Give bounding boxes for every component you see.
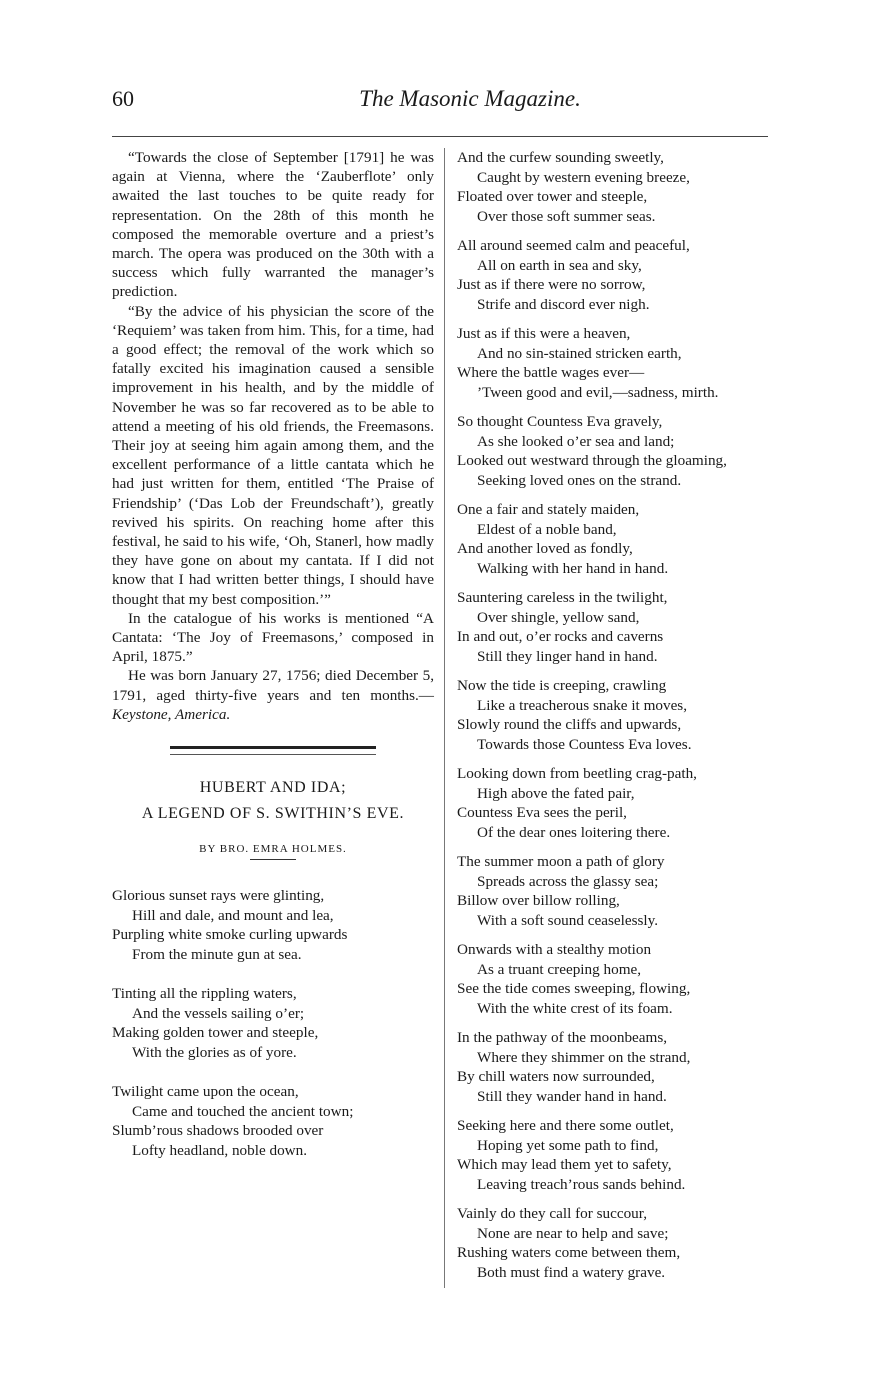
poem-line: Making golden tower and steeple, [112, 1024, 319, 1042]
poem-title [112, 775, 434, 827]
poem-line: Looked out westward through the gloaming, [457, 452, 727, 469]
poem-stanza [457, 940, 787, 1018]
article-prose [112, 148, 434, 724]
poem-stanza [457, 1116, 787, 1194]
poem-line: Walking with her hand in hand. [477, 559, 669, 577]
prose-paragraph: In the catalogue of his works is mentioned “A Cantata: ‘The Joy of Freemasons,’ composed in April, 1875.” [112, 609, 434, 666]
poem-line: From the minute gun at sea. [132, 945, 302, 963]
journal-title: The Masonic Magazine. [359, 86, 581, 111]
poem-line: Eldest of a noble band, [477, 520, 617, 538]
poem-line: Which may lead them yet to safety, [457, 1156, 672, 1173]
poem-line: With the white crest of its foam. [477, 999, 673, 1017]
poem-line: Looking down from beetling crag-path, [457, 765, 697, 782]
poem-line: And no sin-stained stricken earth, [477, 344, 682, 362]
poem-line: The summer moon a path of glory [457, 853, 665, 870]
poem-line: As she looked o’er sea and land; [477, 432, 675, 450]
poem-line: Floated over tower and steeple, [457, 188, 648, 205]
poem-line: Glorious sunset rays were glinting, [112, 887, 325, 905]
poem-left-stanzas [112, 886, 434, 1160]
header-rule [112, 136, 768, 137]
poem-stanza [457, 676, 787, 754]
left-column [112, 148, 434, 1160]
poem-line: Rushing waters come between them, [457, 1244, 681, 1261]
poem-stanza [112, 1082, 434, 1160]
poem-line: As a truant creeping home, [477, 960, 642, 978]
poem-line: Twilight came upon the ocean, [112, 1083, 299, 1101]
poem-line: All on earth in sea and sky, [477, 256, 642, 274]
poem-stanza [112, 984, 434, 1062]
poem-line: Where the battle wages ever— [457, 364, 645, 381]
poem-title-line: HUBERT AND IDA; [199, 779, 347, 797]
poem-line: Just as if this were a heaven, [457, 325, 631, 342]
poem-line: Countess Eva sees the peril, [457, 804, 627, 821]
right-column [457, 148, 787, 1282]
poem-line: Of the dear ones loitering there. [477, 823, 671, 841]
poem-line: And another loved as fondly, [457, 540, 633, 557]
poem-line: And the curfew sounding sweetly, [457, 149, 664, 166]
poem-line: Tinting all the rippling waters, [112, 985, 297, 1003]
column-divider [444, 148, 445, 1288]
poem-line: Vainly do they call for succour, [457, 1205, 648, 1222]
poem-line: Over those soft summer seas. [477, 207, 656, 225]
closing-paragraph [112, 666, 434, 724]
section-ornament-rule [170, 746, 376, 755]
poem-stanza [457, 236, 787, 314]
poem-stanza [457, 148, 787, 226]
poem-line: One a fair and stately maiden, [457, 501, 640, 518]
poem-stanza [457, 1028, 787, 1106]
poem-line: High above the fated pair, [477, 784, 635, 802]
poem-line: Slumb’rous shadows brooded over [112, 1122, 324, 1140]
page-header [112, 86, 768, 126]
poem-line: Billow over billow rolling, [457, 892, 620, 909]
poem-line: Hill and dale, and mount and lea, [132, 906, 334, 924]
poem-stanza [457, 412, 787, 490]
poem-line: Like a treacherous snake it moves, [477, 696, 688, 714]
poem-line: So thought Countess Eva gravely, [457, 413, 663, 430]
poem-line: Strife and discord ever nigh. [477, 295, 650, 313]
poem-line: Over shingle, yellow sand, [477, 608, 640, 626]
poem-stanza [457, 1204, 787, 1282]
poem-line: In the pathway of the moonbeams, [457, 1029, 668, 1046]
page-number: 60 [112, 86, 134, 111]
poem-line: Both must find a watery grave. [477, 1263, 666, 1281]
poem-line: Towards those Countess Eva loves. [477, 735, 692, 753]
byline-rule [250, 859, 296, 860]
poem-line: With the glories as of yore. [132, 1043, 297, 1061]
poem-line: Leaving treach’rous sands behind. [477, 1175, 686, 1193]
poem-line: Still they wander hand in hand. [477, 1087, 667, 1105]
poem-line: Still they linger hand in hand. [477, 647, 658, 665]
poem-line: And the vessels sailing o’er; [132, 1004, 305, 1022]
poem-line: Now the tide is creeping, crawling [457, 677, 667, 694]
poem-line: Seeking here and there some outlet, [457, 1117, 674, 1134]
poem-line: Spreads across the glassy sea; [477, 872, 659, 890]
poem-stanza [112, 886, 434, 964]
poem-line: With a soft sound ceaselessly. [477, 911, 659, 929]
poem-line: Seeking loved ones on the strand. [477, 471, 682, 489]
prose-paragraph: “Towards the close of September [1791] he was again at Vienna, where the ‘Zauberflote’ only awaited the last touches to be quite ready for representation. On the 28th of this month he composed the memorable overture and a priest’s march. The opera was produced on the 30th with a success which fully warranted the manager’s prediction. [112, 149, 434, 301]
poem-stanza [457, 324, 787, 402]
poem-line: All around seemed calm and peaceful, [457, 237, 690, 254]
poem-line: In and out, o’er rocks and caverns [457, 628, 664, 645]
poem-line: ’Tween good and evil,—sadness, mirth. [477, 383, 719, 401]
poem-line: Caught by western evening breeze, [477, 168, 690, 186]
poem-stanza [457, 500, 787, 578]
poem-line: See the tide comes sweeping, flowing, [457, 980, 691, 997]
poem-line: Slowly round the cliffs and upwards, [457, 716, 682, 733]
poem-title-line: A LEGEND OF S. SWITHIN’S EVE. [141, 805, 405, 823]
poem-line: Onwards with a stealthy motion [457, 941, 652, 958]
prose-paragraph: “By the advice of his physician the score of the ‘Requiem’ was taken from him. This, for a time, had a good effect; the removal of the work which so fatally excited his imagination caused a sensible improvement in his health, and by the middle of November he was so far recovered as to be able to attend a meeting of his old friends, the Freemasons. Their joy at seeing him again among them, and the excellent performance of a little cantata which he had just written for them, entitled ‘The Praise of Friendship’ (‘Das Lob der Freundschaft’), greatly revived his spirits. On reaching home after this festival, he said to his wife, ‘Oh, Stanerl, how madly they have gone on about my cantata. If I did not know that I had written better things, I should have thought that my best composition.’” [112, 302, 434, 608]
poem-line: Just as if there were no sorrow, [457, 276, 646, 293]
poem-line: Lofty headland, noble down. [132, 1141, 308, 1159]
poem-line: By chill waters now surrounded, [457, 1068, 655, 1085]
poem-line: Purpling white smoke curling upwards [112, 926, 348, 944]
poem-byline: BY BRO. EMRA HOLMES. [199, 843, 347, 856]
poem-line: None are near to help and save; [477, 1224, 669, 1242]
closing-text: He was born January 27, 1756; died December 5, 1791, aged thirty-five years and ten months.— [112, 667, 434, 704]
poem-stanza [457, 588, 787, 666]
poem-stanza [457, 764, 787, 842]
poem-stanza [457, 852, 787, 930]
poem-line: Where they shimmer on the strand, [477, 1048, 691, 1066]
poem-line: Sauntering careless in the twilight, [457, 589, 668, 606]
source-credit: Keystone, America. [112, 705, 231, 723]
poem-line: Hoping yet some path to find, [477, 1136, 659, 1154]
poem-line: Came and touched the ancient town; [132, 1102, 354, 1120]
